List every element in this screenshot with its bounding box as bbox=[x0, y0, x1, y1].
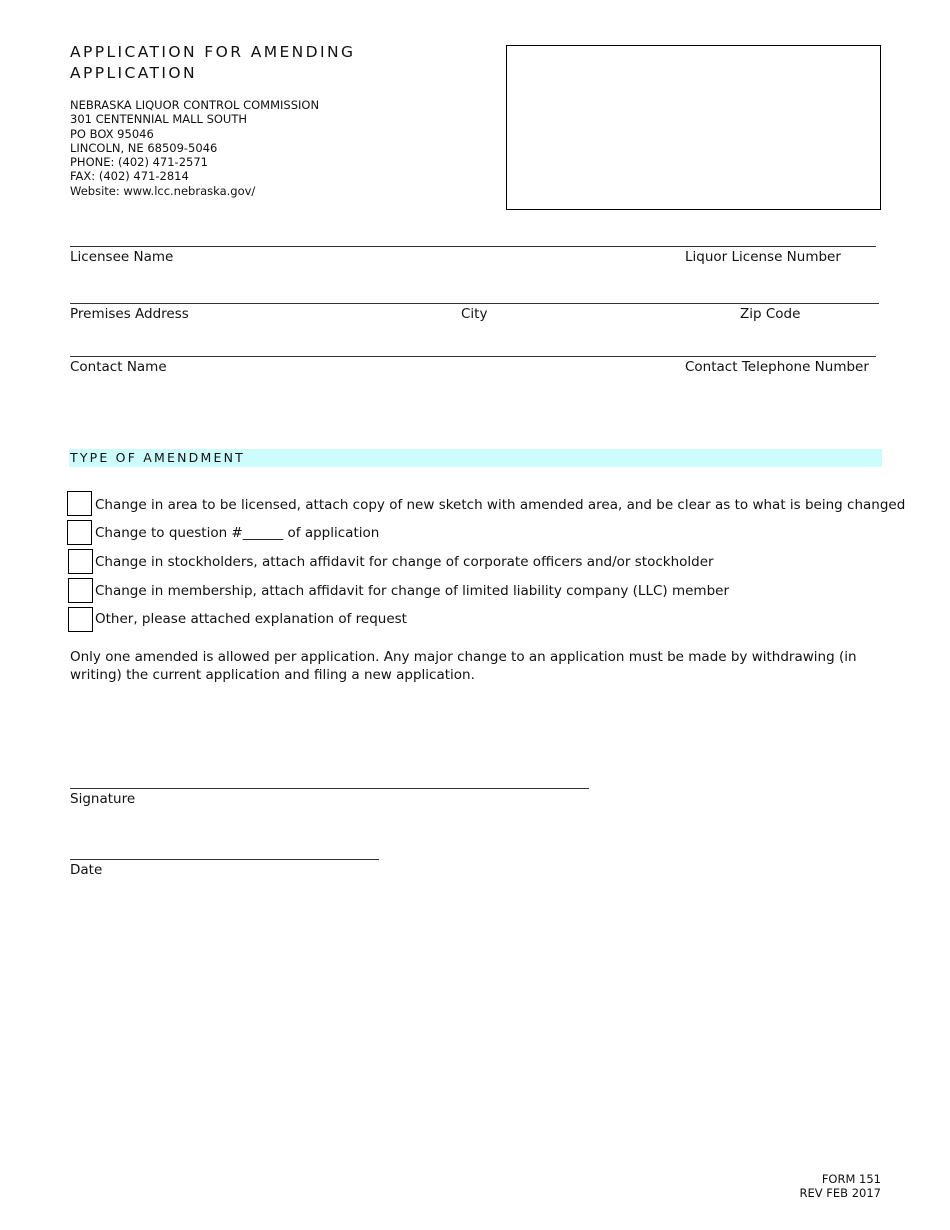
liquor-license-number-label: Liquor License Number bbox=[685, 249, 841, 265]
option-area-change-label: Change in area to be licensed, attach copy of new sketch with amended area, and be clear as to what is being changed bbox=[95, 497, 906, 513]
form-title bbox=[70, 42, 355, 84]
contact-name-label: Contact Name bbox=[70, 359, 167, 375]
option-question-change-label: Change to question #______ of application bbox=[95, 525, 380, 541]
amendment-note: Only one amended is allowed per application. Any major change to an application must be made by withdrawing (in writing) the current application and filing a new application. bbox=[70, 649, 857, 683]
agency-street: 301 CENTENNIAL MALL SOUTH bbox=[70, 112, 248, 127]
premises-address-line[interactable] bbox=[70, 303, 879, 304]
option-stockholders-change-label: Change in stockholders, attach affidavit for change of corporate officers and/or stockholder bbox=[95, 554, 714, 570]
signature-line[interactable] bbox=[70, 788, 589, 789]
agency-fax: FAX: (402) 471-2814 bbox=[70, 169, 189, 184]
licensee-name-label: Licensee Name bbox=[70, 249, 174, 265]
checkbox-question-change[interactable] bbox=[67, 520, 92, 545]
agency-po-box: PO BOX 95046 bbox=[70, 126, 154, 141]
form-number: FORM 151 bbox=[821, 1172, 881, 1186]
agency-city-state-zip: LINCOLN, NE 68509-5046 bbox=[70, 140, 218, 155]
premises-address-label: Premises Address bbox=[70, 306, 189, 322]
option-other-label: Other, please attached explanation of request bbox=[95, 611, 407, 627]
option-membership-change-label: Change in membership, attach affidavit for change of limited liability company (LLC) member bbox=[95, 583, 729, 599]
zip-code-label: Zip Code bbox=[740, 306, 801, 322]
form-revision: REV FEB 2017 bbox=[799, 1186, 881, 1200]
office-use-stamp-box bbox=[506, 45, 881, 210]
form-footer bbox=[800, 1172, 881, 1200]
contact-telephone-label: Contact Telephone Number bbox=[685, 359, 869, 375]
checkbox-stockholders-change[interactable] bbox=[68, 549, 93, 574]
agency-address-block bbox=[70, 98, 319, 198]
type-of-amendment-heading: TYPE OF AMENDMENT bbox=[70, 450, 245, 465]
date-label: Date bbox=[70, 862, 103, 878]
agency-name: NEBRASKA LIQUOR CONTROL COMMISSION bbox=[70, 98, 320, 112]
checkbox-area-change[interactable] bbox=[67, 491, 92, 516]
contact-name-line[interactable] bbox=[70, 356, 876, 357]
form-title-line-2: APPLICATION bbox=[70, 64, 197, 82]
date-line[interactable] bbox=[70, 859, 379, 860]
form-title-line-1: APPLICATION FOR AMENDING bbox=[70, 43, 356, 61]
signature-label: Signature bbox=[70, 791, 136, 807]
agency-website: Website: www.lcc.nebraska.gov/ bbox=[70, 183, 256, 198]
licensee-name-line[interactable] bbox=[70, 246, 876, 247]
city-label: City bbox=[461, 306, 488, 322]
checkbox-other[interactable] bbox=[68, 607, 93, 632]
checkbox-membership-change[interactable] bbox=[68, 578, 93, 603]
agency-phone: PHONE: (402) 471-2571 bbox=[70, 155, 208, 170]
